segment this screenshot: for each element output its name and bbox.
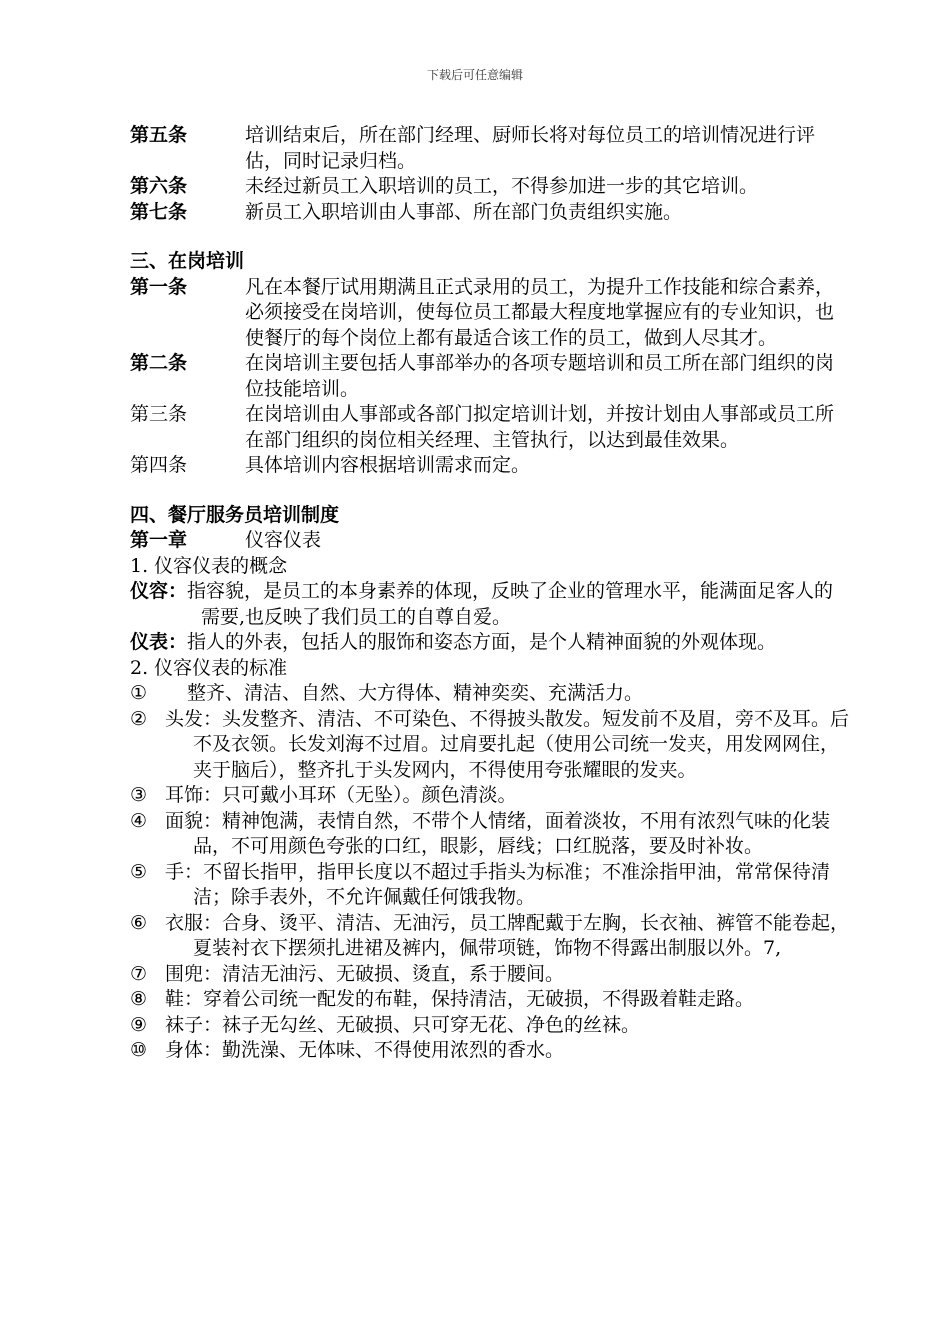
list-number: ⑩ [130, 1039, 148, 1061]
list-text: 头发：头发整齐、清洁、不可染色、不得披头散发。短发前不及眉，旁不及耳。后不及衣领。长发刘海不过眉。过肩要扎起（使用公司统一发夹，用发网网住，夹于脑后），整齐扎于头发网内，不得使用夸张耀眼的发夹。 [165, 707, 850, 781]
article-text: 未经过新员工入职培训的员工，不得参加进一步的其它培训。 [245, 175, 759, 197]
list-item [130, 962, 850, 988]
definition [130, 579, 850, 630]
article-row [130, 275, 850, 352]
list-item [130, 809, 850, 860]
article-row [130, 123, 850, 174]
list-number: ④ [130, 809, 148, 832]
article-label: 第六条 [130, 175, 188, 197]
list-number: ② [130, 707, 148, 730]
list-number: ③ [130, 784, 148, 806]
article-row [130, 402, 850, 453]
article-text: 在岗培训由人事部或各部门拟定培训计划，并按计划由人事部或员工所在部门组织的岗位相关经理、主管执行，以达到最佳效果。 [245, 403, 835, 451]
list-item [130, 1013, 850, 1039]
list-text: 身体：勤洗澡、无体味、不得使用浓烈的香水。 [165, 1039, 565, 1061]
list-item [130, 860, 850, 911]
article-label: 第二条 [130, 352, 188, 374]
list-text: 面貌：精神饱满，表情自然，不带个人情绪，面着淡妆，不用有浓烈气味的化装品，不可用颜色夸张的口红，眼影，唇线；口红脱落，要及时补妆。 [165, 809, 831, 857]
article-row [130, 174, 850, 200]
section-title: 三、在岗培训 [130, 250, 245, 272]
list-item [130, 987, 850, 1013]
definition-text: 指容貌，是员工的本身素养的体现，反映了企业的管理水平，能满面足客人的需要,也反映了我们员工的自尊自爱。 [187, 580, 834, 628]
article-text: 在岗培训主要包括人事部举办的各项专题培训和员工所在部门组织的岗位技能培训。 [245, 352, 835, 400]
article-row [130, 351, 850, 402]
article-label: 第七条 [130, 200, 188, 223]
chapter-row [130, 528, 850, 554]
list-number: ① [130, 682, 148, 704]
list-item [130, 681, 850, 707]
subheading: 1. 仪容仪表的概念 [130, 554, 288, 577]
page-header: 下载后可任意编辑 [426, 68, 523, 82]
section-title: 四、餐厅服务员培训制度 [130, 503, 340, 526]
list-number: ⑨ [130, 1013, 148, 1036]
article-row [130, 200, 850, 226]
definition-key: 仪表： [130, 631, 188, 653]
article-label: 第五条 [130, 124, 188, 146]
document-body [130, 123, 850, 1064]
article-label: 第三条 [130, 403, 188, 425]
list-item [130, 1038, 850, 1064]
definition-key: 仪容： [130, 580, 188, 602]
list-number: ⑥ [130, 911, 148, 934]
chapter-label: 第一章 [130, 529, 188, 551]
article-row [130, 453, 850, 479]
article-text: 培训结束后，所在部门经理、厨师长将对每位员工的培训情况进行评估，同时记录归档。 [245, 124, 816, 172]
list-text: 袜子：袜子无勾丝、无破损、只可穿无花、净色的丝袜。 [165, 1013, 641, 1036]
list-item [130, 911, 850, 962]
article-label: 第四条 [130, 454, 188, 476]
definition [130, 630, 850, 656]
article-text: 具体培训内容根据培训需求而定。 [245, 454, 531, 476]
article-label: 第一条 [130, 275, 188, 298]
article-text: 凡在本餐厅试用期满且正式录用的员工，为提升工作技能和综合素养，必须接受在岗培训，使每位员工都最大程度地掌握应有的专业知识，也使餐厅的每个岗位上都有最适合该工作的员工，做到人尽其才。 [245, 275, 835, 349]
list-text: 围兜：清洁无油污、无破损、烫直，系于腰间。 [165, 962, 565, 985]
list-item [130, 783, 850, 809]
list-item [130, 707, 850, 784]
list-number: ⑦ [130, 962, 148, 985]
list-text: 整齐、清洁、自然、大方得体、精神奕奕、充满活力。 [187, 682, 644, 704]
subheading: 2. 仪容仪表的标准 [130, 656, 288, 679]
list-text: 耳饰：只可戴小耳环（无坠）。颜色清淡。 [165, 784, 517, 806]
list-number: ⑤ [130, 860, 148, 883]
list-text: 鞋：穿着公司统一配发的布鞋，保持清洁，无破损，不得趿着鞋走路。 [165, 988, 755, 1010]
list-number: ⑧ [130, 988, 148, 1010]
list-text: 手：不留长指甲，指甲长度以不超过手指头为标准；不准涂指甲油，常常保待清洁；除手表外，不允许佩戴任何饿我物。 [165, 860, 831, 908]
list-text: 衣服：合身、烫平、清洁、无油污，员工牌配戴于左胸，长衣袖、裤管不能卷起，夏装衬衣下摆须扎进裙及裤内，佩带项链，饰物不得露出制服以外。7, [165, 911, 850, 959]
chapter-title: 仪容仪表 [245, 529, 322, 551]
definition-text: 指人的外表，包括人的服饰和姿态方面，是个人精神面貌的外观体现。 [187, 631, 777, 653]
article-text: 新员工入职培训由人事部、所在部门负责组织实施。 [245, 200, 683, 223]
